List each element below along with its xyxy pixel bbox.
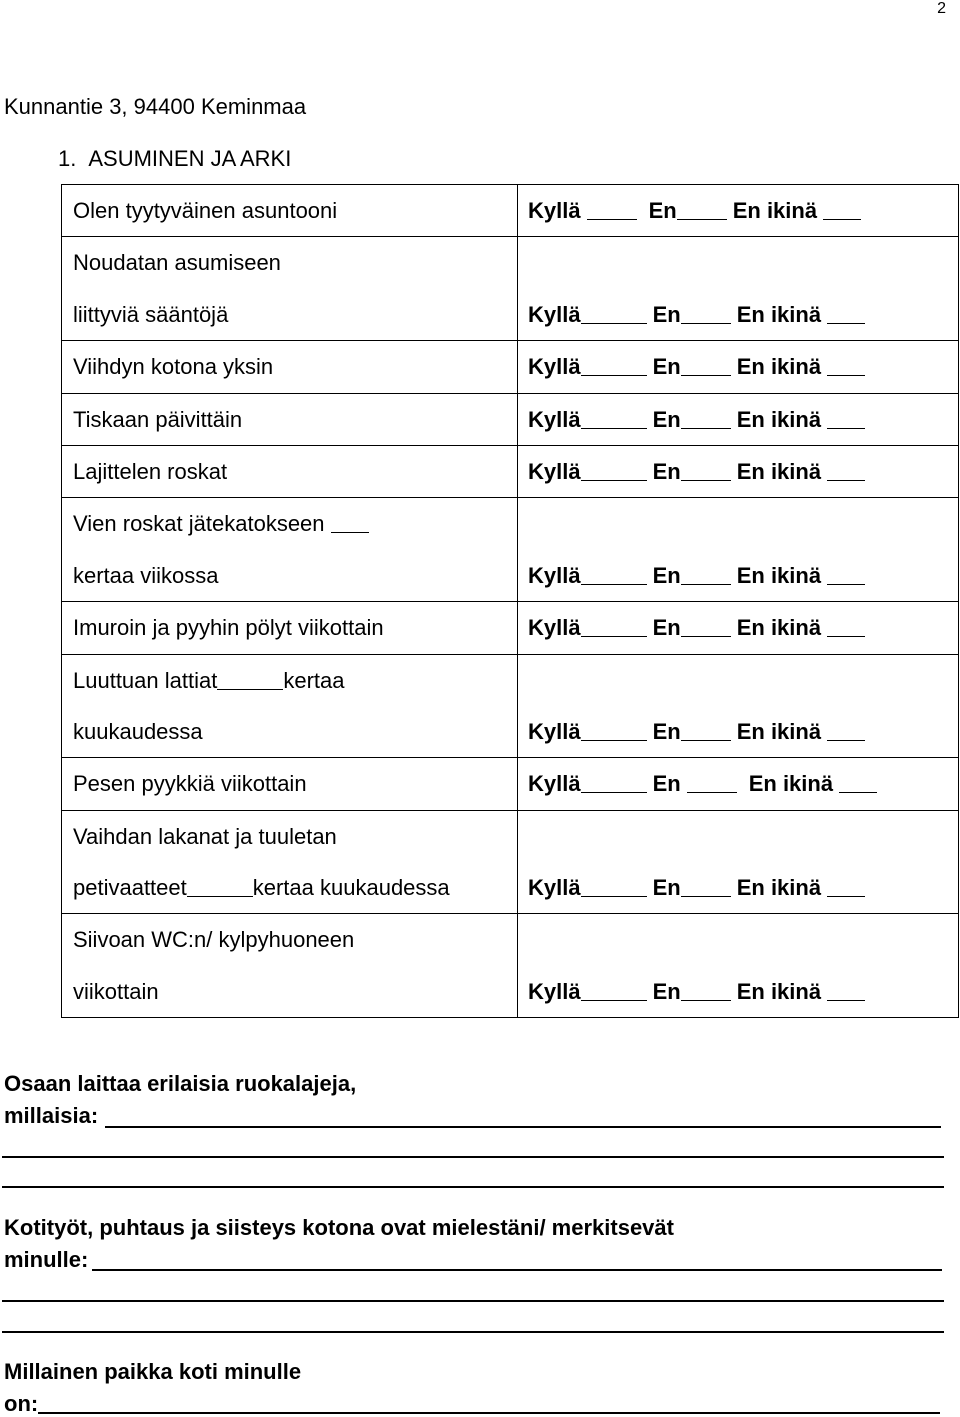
chores-answer-line[interactable] [92,1269,942,1271]
option-yes: Kyllä [528,198,581,223]
never-blank[interactable] [827,718,865,741]
yes-blank[interactable] [581,458,647,481]
option-no: En [652,718,681,744]
option-never: En ikinä [736,562,822,588]
no-blank[interactable] [681,978,731,1001]
statement-cell [62,185,518,237]
answer-cell [518,914,959,1018]
option-never: En ikinä [736,875,822,901]
living-questionnaire-table [61,184,959,1018]
statement-cell [62,758,518,810]
statement-cell [62,914,518,1018]
answer-cell [518,810,959,914]
statement-text-part: Vien roskat jätekatokseen [73,511,325,537]
statement-text-part: Luuttuan lattiat [73,667,218,693]
never-blank[interactable] [827,406,865,429]
yes-blank[interactable] [581,718,647,741]
option-no: En [652,771,681,797]
answer-cell [518,445,959,497]
yes-blank[interactable] [581,874,647,897]
statement-text [62,498,517,549]
home-question-cont: on: [4,1391,39,1416]
table-row [62,237,959,341]
option-no: En [652,562,681,588]
option-yes: Kyllä [528,615,581,641]
statement-text: Siivoan WC:n/ kylpyhuoneen [73,927,355,953]
table-row [62,602,959,654]
count-blank[interactable] [187,874,253,897]
section-number: 1. [58,146,77,171]
never-blank[interactable] [823,197,861,220]
yes-blank[interactable] [581,301,647,324]
table-row [62,758,959,810]
yes-blank[interactable] [581,406,647,429]
yes-blank[interactable] [587,197,637,220]
no-blank[interactable] [681,614,731,637]
answer-options [518,966,958,1017]
never-blank[interactable] [827,978,865,1001]
statement-text: Viihdyn kotona yksin [73,354,274,380]
answer-cell [518,758,959,810]
option-no: En [652,406,681,432]
option-no: En [652,978,681,1004]
answer-options [518,185,958,236]
no-blank[interactable] [681,874,731,897]
food-answer-line[interactable] [105,1126,941,1128]
statement-cell [62,602,518,654]
statement-text-part: petivaatteet [73,875,187,901]
option-never: En ikinä [736,718,822,744]
answer-options [518,394,958,445]
statement-text-cont: kertaa viikossa [73,562,219,588]
yes-blank[interactable] [581,978,647,1001]
page-number: 2 [937,0,946,17]
answer-cell [518,237,959,341]
chores-answer-line[interactable] [2,1331,944,1333]
never-blank[interactable] [827,874,865,897]
statement-cell [62,654,518,758]
option-no: En [652,354,681,380]
yes-blank[interactable] [581,562,647,585]
option-yes: Kyllä [528,771,581,797]
count-blank[interactable] [331,510,369,533]
option-never: En ikinä [736,354,822,380]
option-no: En [652,458,681,484]
statement-text: Tiskaan päivittäin [73,406,243,432]
home-question: Millainen paikka koti minulle [4,1359,302,1384]
table-row [62,498,959,602]
option-no: En [652,615,681,641]
statement-cell [62,810,518,914]
option-yes: Kyllä [528,875,581,901]
no-blank[interactable] [681,718,731,741]
statement-text-cont: kuukaudessa [73,718,203,744]
option-no: En [652,875,681,901]
answer-options [518,758,958,809]
chores-answer-line[interactable] [2,1300,944,1302]
statement-text-cont: viikottain [73,978,159,1004]
never-blank[interactable] [827,614,865,637]
statement-cell [62,341,518,393]
count-blank[interactable] [217,667,283,690]
answer-cell [518,393,959,445]
section-heading [58,146,291,172]
yes-blank[interactable] [581,353,647,376]
statement-text-part: kertaa [283,667,345,693]
answer-options [518,446,958,497]
statement-text: Noudatan asumiseen [73,250,281,276]
statement-text: Pesen pyykkiä viikottain [73,771,307,797]
chores-question-cont: minulle: [4,1247,89,1272]
no-blank[interactable] [681,406,731,429]
option-never: En ikinä [736,458,822,484]
statement-text: Imuroin ja pyyhin pölyt viikottain [73,615,384,641]
never-blank[interactable] [827,301,865,324]
table-row [62,393,959,445]
yes-blank[interactable] [581,770,647,793]
answer-options [518,706,958,757]
no-blank[interactable] [681,353,731,376]
option-yes: Kyllä [528,718,581,744]
home-answer-line[interactable] [38,1412,940,1414]
answer-cell [518,498,959,602]
option-never: En ikinä [748,771,834,797]
statement-cell [62,237,518,341]
no-blank[interactable] [687,770,737,793]
statement-cell [62,498,518,602]
option-yes: Kyllä [528,458,581,484]
never-blank[interactable] [827,562,865,585]
answer-options [518,862,958,913]
chores-question: Kotityöt, puhtaus ja siisteys kotona ovat mielestäni/ merkitsevät [4,1215,674,1240]
table-row [62,341,959,393]
no-blank[interactable] [681,562,731,585]
option-yes: Kyllä [528,978,581,1004]
answer-cell [518,185,959,237]
answer-options [518,341,958,392]
table-row [62,445,959,497]
option-never: En ikinä [736,301,822,327]
option-yes: Kyllä [528,301,581,327]
no-blank[interactable] [681,301,731,324]
table-row [62,654,959,758]
statement-cell [62,393,518,445]
never-blank[interactable] [839,770,877,793]
answer-options [518,289,958,340]
answer-cell [518,341,959,393]
no-blank[interactable] [681,458,731,481]
statement-text-cont: liittyviä sääntöjä [73,301,229,327]
table-row [62,914,959,1018]
table-row [62,185,959,237]
no-blank[interactable] [677,197,727,220]
never-blank[interactable] [827,458,865,481]
option-no: En [652,301,681,327]
answer-options [518,602,958,653]
statement-text: Lajittelen roskat [73,458,228,484]
option-yes: Kyllä [528,406,581,432]
statement-text [62,655,517,706]
option-no: En [648,198,677,223]
never-blank[interactable] [827,353,865,376]
option-never: En ikinä [736,406,822,432]
section-title: ASUMINEN JA ARKI [88,146,292,171]
option-never: En ikinä [732,198,818,223]
address: Kunnantie 3, 94400 Keminmaa [4,94,307,119]
option-yes: Kyllä [528,562,581,588]
answer-cell [518,654,959,758]
statement-text-cont [62,862,517,913]
food-answer-line[interactable] [2,1186,944,1188]
yes-blank[interactable] [581,614,647,637]
table-row [62,810,959,914]
answer-cell [518,602,959,654]
food-question-cont: millaisia: [4,1103,99,1128]
option-yes: Kyllä [528,354,581,380]
option-never: En ikinä [736,978,822,1004]
statement-text: Olen tyytyväinen asuntooni [73,198,338,223]
food-answer-line[interactable] [2,1156,944,1158]
statement-text: Vaihdan lakanat ja tuuletan [73,823,337,849]
answer-options [518,550,958,601]
statement-text-part: kertaa kuukaudessa [252,875,450,901]
statement-cell [62,445,518,497]
food-question: Osaan laittaa erilaisia ruokalajeja, [4,1071,357,1096]
option-never: En ikinä [736,615,822,641]
